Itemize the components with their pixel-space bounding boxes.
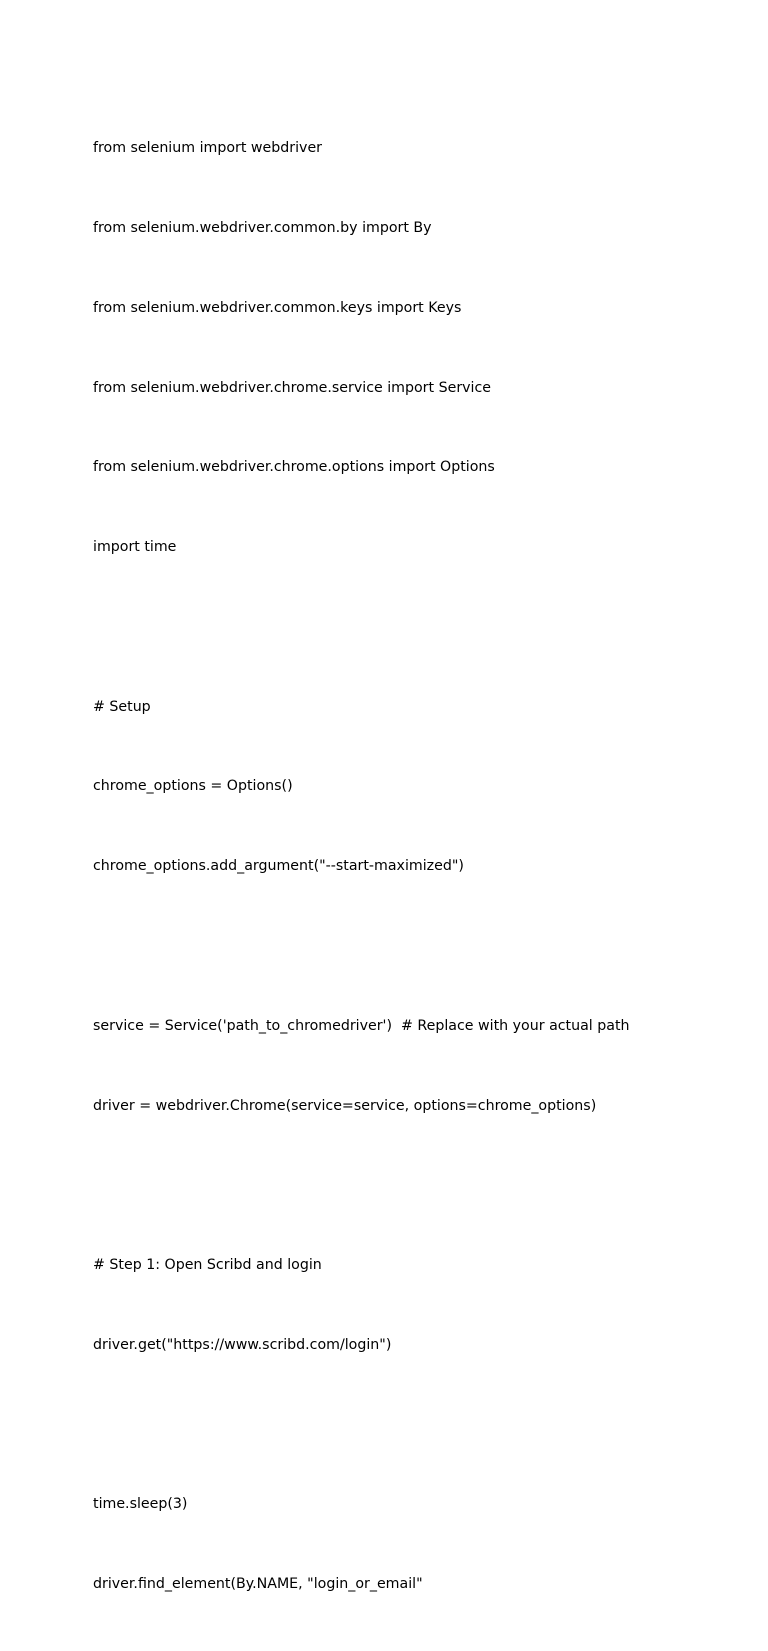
code-line-chrome-options: chrome_options = Options() [93,778,293,795]
code-line-driver: driver = webdriver.Chrome(service=service, options=chrome_options) [93,1097,597,1114]
code-line-import-by: from selenium.webdriver.common.by import By [93,219,432,236]
code-line-blank [93,1412,733,1439]
code-line-service: service = Service('path_to_chromedriver') # Replace with your actual path [93,1017,630,1034]
code-line-sleep: time.sleep(3) [93,1496,188,1513]
code-line-import-webdriver: from selenium import webdriver [93,140,323,157]
code-line-import-time: import time [93,539,177,556]
code-line-blank [93,933,733,960]
code-line-driver-get: driver.get("https://www.scribd.com/login") [93,1336,392,1353]
code-text-block [93,82,733,1651]
code-line-add-argument: chrome_options.add_argument("--start-maximized") [93,858,464,875]
code-line-find-element: driver.find_element(By.NAME, "login_or_email" [93,1576,423,1593]
code-line-import-options: from selenium.webdriver.chrome.options import Options [93,459,495,476]
code-line-blank [93,1172,733,1199]
code-line-blank [93,614,733,641]
code-line-step1-comment: # Step 1: Open Scribd and login [93,1257,322,1274]
code-line-setup-comment: # Setup [93,698,151,715]
code-line-import-keys: from selenium.webdriver.common.keys import Keys [93,299,462,316]
code-line-import-service: from selenium.webdriver.chrome.service import Service [93,379,492,396]
